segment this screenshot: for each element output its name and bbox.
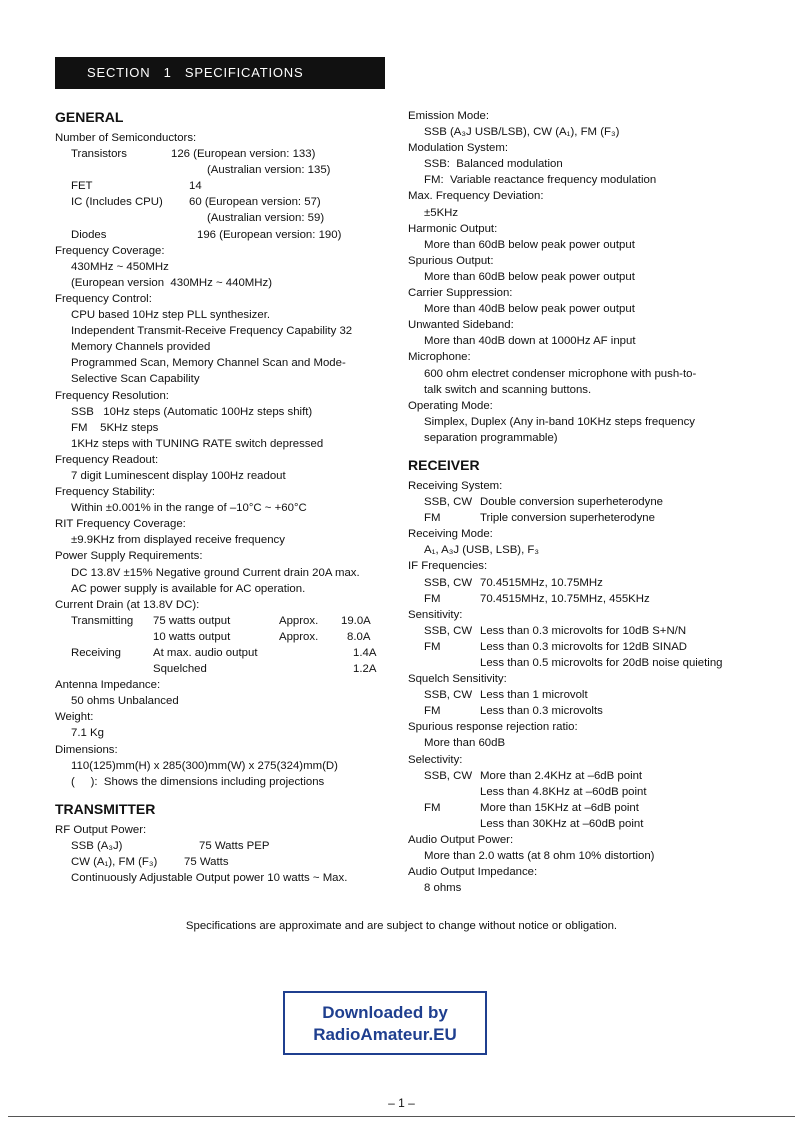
spec-text: FM 5KHz steps <box>71 421 159 434</box>
spec-text: Carrier Suppression: <box>408 287 513 300</box>
spec-line <box>408 639 753 655</box>
spec-text: Dimensions: <box>55 743 118 756</box>
spec-line <box>408 478 753 494</box>
spec-line <box>55 613 385 629</box>
spec-text: DC 13.8V ±15% Negative ground Current drain 20A max. <box>71 566 360 579</box>
spec-line <box>55 259 385 275</box>
spec-line <box>408 253 753 269</box>
spec-text: (European version 430MHz ~ 440MHz) <box>71 276 273 289</box>
spec-line <box>408 269 753 285</box>
spec-line <box>408 366 753 382</box>
spec-text: talk switch and scanning buttons. <box>424 383 592 396</box>
spec-cell: Less than 30KHz at –60dB point <box>480 817 644 830</box>
spec-line <box>408 382 753 398</box>
spec-line <box>55 323 385 339</box>
spec-cell: 75 Watts <box>184 856 229 869</box>
spec-cell: Receiving <box>71 647 122 659</box>
spec-line <box>408 816 753 832</box>
spec-line <box>55 742 385 758</box>
spec-text: Frequency Stability: <box>55 486 156 499</box>
spec-cell: CW (A₁), FM (F₃) <box>71 856 158 869</box>
spec-text: 430MHz ~ 450MHz <box>71 260 169 273</box>
spec-cell: Squelched <box>153 663 207 676</box>
spec-line <box>408 735 753 751</box>
spec-cell: FET <box>71 180 93 193</box>
spec-line <box>408 542 753 558</box>
spec-cell: 75 Watts PEP <box>199 839 270 852</box>
spec-line <box>55 629 385 645</box>
spec-cell: 126 (European version: 133) <box>171 148 316 161</box>
spec-line <box>408 237 753 253</box>
spec-cell: 1.2A <box>353 663 377 676</box>
spec-line <box>408 655 753 671</box>
spec-text: Receiving System: <box>408 479 503 492</box>
spec-cell: 60 (European version: 57) <box>189 196 321 209</box>
left-column <box>55 108 385 886</box>
spec-text: More than 60dB below peak power output <box>424 238 635 251</box>
spec-cell: FM <box>424 705 441 718</box>
spec-text: Audio Output Impedance: <box>408 866 538 879</box>
spec-text: Unwanted Sideband: <box>408 319 514 332</box>
spec-line <box>408 349 753 365</box>
spec-text: ±5KHz <box>424 206 459 219</box>
spec-line <box>408 188 753 204</box>
page-number: – 1 – <box>388 1096 415 1110</box>
spec-cell: Less than 0.3 microvolts <box>480 705 603 718</box>
spec-cell: Triple conversion superheterodyne <box>480 512 655 525</box>
spec-line <box>55 194 385 210</box>
spec-text: RF Output Power: <box>55 823 147 836</box>
spec-text: Continuously Adjustable Output power 10 watts ~ Max. <box>71 872 348 885</box>
spec-text: Number of Semiconductors: <box>55 132 197 144</box>
spec-cell: SSB, CW <box>424 689 473 702</box>
spec-line <box>408 221 753 237</box>
spec-text: Memory Channels provided <box>71 341 211 354</box>
spec-text: Microphone: <box>408 351 471 364</box>
spec-cell: FM <box>424 640 441 653</box>
spec-cell: SSB, CW <box>424 624 473 637</box>
spec-cell: FM <box>424 512 441 525</box>
spec-line <box>55 516 385 532</box>
spec-cell: Diodes <box>71 228 107 241</box>
spec-cell: FM <box>424 801 441 814</box>
spec-text: Antenna Impedance: <box>55 679 161 692</box>
spec-text: A₁, A₃J (USB, LSB), F₃ <box>424 544 540 557</box>
spec-cell: 14 <box>189 180 202 193</box>
spec-text: More than 40dB below peak power output <box>424 303 635 316</box>
spec-cell: (Australian version: 59) <box>207 212 325 225</box>
section-heading: GENERAL <box>55 109 124 125</box>
spec-text: SSB (A₃J USB/LSB), CW (A₁), FM (F₃) <box>424 126 620 139</box>
spec-text: IF Frequencies: <box>408 560 488 573</box>
spec-text: Within ±0.001% in the range of –10°C ~ +60°C <box>71 502 307 515</box>
spec-text: FM: Variable reactance frequency modulation <box>424 174 657 187</box>
spec-line <box>408 768 753 784</box>
spec-cell: Transmitting <box>71 614 134 627</box>
spec-line <box>408 172 753 188</box>
spec-cell: 70.4515MHz, 10.75MHz, 455KHz <box>480 592 650 605</box>
spec-line <box>55 854 385 870</box>
spec-text: 8 ohms <box>424 882 462 895</box>
spec-line <box>408 558 753 574</box>
spec-line <box>55 661 385 677</box>
disclaimer-notice: Specifications are approximate and are subject to change without notice or obligation. <box>185 920 618 932</box>
download-stamp <box>283 991 487 1055</box>
spec-line <box>55 758 385 774</box>
spec-line <box>408 752 753 768</box>
spec-line <box>55 452 385 468</box>
spec-line <box>55 565 385 581</box>
spec-line <box>55 725 385 741</box>
spec-text: Modulation System: <box>408 142 509 155</box>
spec-line <box>55 581 385 597</box>
spec-cell: Less than 0.5 microvolts for 20dB noise quieting <box>480 657 723 669</box>
spec-line <box>55 162 385 178</box>
spec-line <box>408 526 753 542</box>
spec-cell: FM <box>424 592 441 605</box>
spec-cell: 10 watts output <box>153 630 231 643</box>
spec-text: Frequency Resolution: <box>55 389 169 402</box>
spec-line <box>55 677 385 693</box>
spec-cell: SSB (A₃J) <box>71 839 123 852</box>
spec-text: ( ): Shows the dimensions including projections <box>71 775 325 788</box>
spec-line <box>55 178 385 194</box>
spec-line <box>55 404 385 420</box>
spec-line <box>408 864 753 880</box>
spacer <box>55 790 385 800</box>
spec-line <box>408 317 753 333</box>
spec-text: Frequency Control: <box>55 292 152 305</box>
spec-cell: Transistors <box>71 148 127 161</box>
spec-cell: More than 15KHz at –6dB point <box>480 801 639 814</box>
spec-text: separation programmable) <box>424 431 558 444</box>
footer-divider <box>8 1116 795 1117</box>
spec-text: Simplex, Duplex (Any in-band 10KHz steps frequency <box>424 415 695 428</box>
section-header-banner <box>55 57 385 89</box>
spec-text: 7.1 Kg <box>71 727 104 740</box>
spec-text: 1KHz steps with TUNING RATE switch depressed <box>71 437 324 450</box>
section-heading: RECEIVER <box>408 456 480 473</box>
spec-text: Frequency Readout: <box>55 453 159 466</box>
spec-line <box>408 623 753 639</box>
spec-text: Independent Transmit-Receive Frequency Capability 32 <box>71 325 353 338</box>
spec-cell: Less than 4.8KHz at –60dB point <box>480 785 647 798</box>
spec-line <box>55 291 385 307</box>
spec-cell: (Australian version: 135) <box>207 164 331 177</box>
spec-line <box>408 140 753 156</box>
spec-text: Squelch Sensitivity: <box>408 673 507 686</box>
spec-text: AC power supply is available for AC operation. <box>71 582 306 595</box>
spec-line <box>55 275 385 291</box>
spec-line <box>55 355 385 371</box>
spec-line <box>55 870 385 886</box>
spec-text: Spurious response rejection ratio: <box>408 721 578 734</box>
spec-line <box>408 575 753 591</box>
spec-text: SSB: Balanced modulation <box>424 158 563 171</box>
spec-line <box>55 371 385 387</box>
spec-line <box>408 687 753 703</box>
spec-line <box>55 597 385 613</box>
spec-line <box>408 880 753 896</box>
spec-text: Weight: <box>55 711 94 724</box>
spacer <box>408 446 753 456</box>
spec-text: Selectivity: <box>408 753 463 766</box>
spec-line <box>55 709 385 725</box>
spec-line <box>55 838 385 854</box>
spec-line <box>408 430 753 446</box>
spec-text: Programmed Scan, Memory Channel Scan and Mode- <box>71 357 346 370</box>
spec-text: Selective Scan Capability <box>71 373 200 386</box>
spec-cell: Approx. <box>279 614 319 627</box>
spec-line <box>408 494 753 510</box>
download-stamp-line2: RadioAmateur.EU <box>313 1025 457 1044</box>
spec-line <box>55 468 385 484</box>
spec-text: 7 digit Luminescent display 100Hz readout <box>71 469 286 482</box>
spec-line <box>55 645 385 661</box>
spec-text: 110(125)mm(H) x 285(300)mm(W) x 275(324)mm(D) <box>71 759 338 772</box>
spec-text: Frequency Coverage: <box>55 244 165 257</box>
spec-line <box>408 156 753 172</box>
spec-line <box>408 108 753 124</box>
spec-text: More than 60dB <box>424 737 506 750</box>
spec-line <box>408 398 753 414</box>
spec-line <box>55 532 385 548</box>
spec-line <box>408 832 753 848</box>
spec-cell: Less than 0.3 microvolts for 12dB SINAD <box>480 640 688 653</box>
spec-text: More than 60dB below peak power output <box>424 270 635 283</box>
section-heading: TRANSMITTER <box>55 800 156 817</box>
section-title: SECTION 1 SPECIFICATIONS <box>87 65 304 80</box>
spec-line <box>408 285 753 301</box>
spec-cell: Double conversion superheterodyne <box>480 496 664 509</box>
spec-line <box>55 693 385 709</box>
spec-line <box>408 719 753 735</box>
spec-line <box>55 210 385 226</box>
spec-line <box>408 414 753 430</box>
spec-cell: 1.4A <box>353 647 377 659</box>
spec-line <box>408 607 753 623</box>
spec-cell: 196 (European version: 190) <box>197 228 342 241</box>
spec-line <box>55 388 385 404</box>
spec-cell: Less than 1 microvolt <box>480 689 588 702</box>
spec-text: ±9.9KHz from displayed receive frequency <box>71 534 285 547</box>
download-stamp-line1: Downloaded by <box>322 1003 448 1022</box>
spec-text: Max. Frequency Deviation: <box>408 190 544 203</box>
spec-line <box>408 301 753 317</box>
spec-line <box>55 146 385 162</box>
spec-line <box>55 339 385 355</box>
spec-line <box>55 420 385 436</box>
spec-line <box>55 227 385 243</box>
spec-text: Sensitivity: <box>408 608 463 621</box>
spec-line <box>55 500 385 516</box>
spec-cell: At max. audio output <box>153 647 258 659</box>
spec-line <box>408 510 753 526</box>
spec-text: Power Supply Requirements: <box>55 550 203 563</box>
spec-line <box>408 800 753 816</box>
spec-text: 50 ohms Unbalanced <box>71 695 179 708</box>
spec-line <box>55 436 385 452</box>
spec-text: Receiving Mode: <box>408 528 493 541</box>
spec-cell: 8.0A <box>347 630 371 643</box>
spec-line <box>55 484 385 500</box>
spec-cell: Less than 0.3 microvolts for 10dB S+N/N <box>480 624 687 637</box>
spec-line <box>408 333 753 349</box>
spec-line <box>408 124 753 140</box>
spec-text: More than 2.0 watts (at 8 ohm 10% distortion) <box>424 850 655 863</box>
spec-cell: IC (Includes CPU) <box>71 196 163 209</box>
spec-line <box>55 307 385 323</box>
spec-cell: 19.0A <box>341 614 371 627</box>
spec-line <box>55 243 385 259</box>
spec-line <box>55 822 385 838</box>
right-column <box>408 108 753 896</box>
spec-line <box>408 848 753 864</box>
spec-line <box>55 548 385 564</box>
spec-line <box>55 774 385 790</box>
spec-cell: SSB, CW <box>424 576 473 589</box>
spec-cell: More than 2.4KHz at –6dB point <box>480 769 643 782</box>
spec-text: Audio Output Power: <box>408 834 514 847</box>
spec-cell: 70.4515MHz, 10.75MHz <box>480 576 603 589</box>
spec-cell: SSB, CW <box>424 769 473 782</box>
spec-text: Emission Mode: <box>408 110 490 122</box>
spec-cell: 75 watts output <box>153 614 231 627</box>
spec-cell: SSB, CW <box>424 496 473 509</box>
spec-text: More than 40dB down at 1000Hz AF input <box>424 335 636 348</box>
spec-line <box>408 591 753 607</box>
spec-cell: Approx. <box>279 630 319 643</box>
spec-text: Harmonic Output: <box>408 222 498 235</box>
spec-text: Spurious Output: <box>408 254 494 267</box>
spec-text: RIT Frequency Coverage: <box>55 518 186 531</box>
spec-text: Current Drain (at 13.8V DC): <box>55 598 200 611</box>
spec-line <box>408 703 753 719</box>
spec-line <box>408 205 753 221</box>
spec-text: SSB 10Hz steps (Automatic 100Hz steps shift) <box>71 405 313 418</box>
spec-text: 600 ohm electret condenser microphone with push-to- <box>424 367 697 380</box>
spec-line <box>408 671 753 687</box>
spec-text: Operating Mode: <box>408 399 493 412</box>
spec-line <box>55 130 385 146</box>
spec-line <box>408 784 753 800</box>
spec-text: CPU based 10Hz step PLL synthesizer. <box>71 309 271 322</box>
